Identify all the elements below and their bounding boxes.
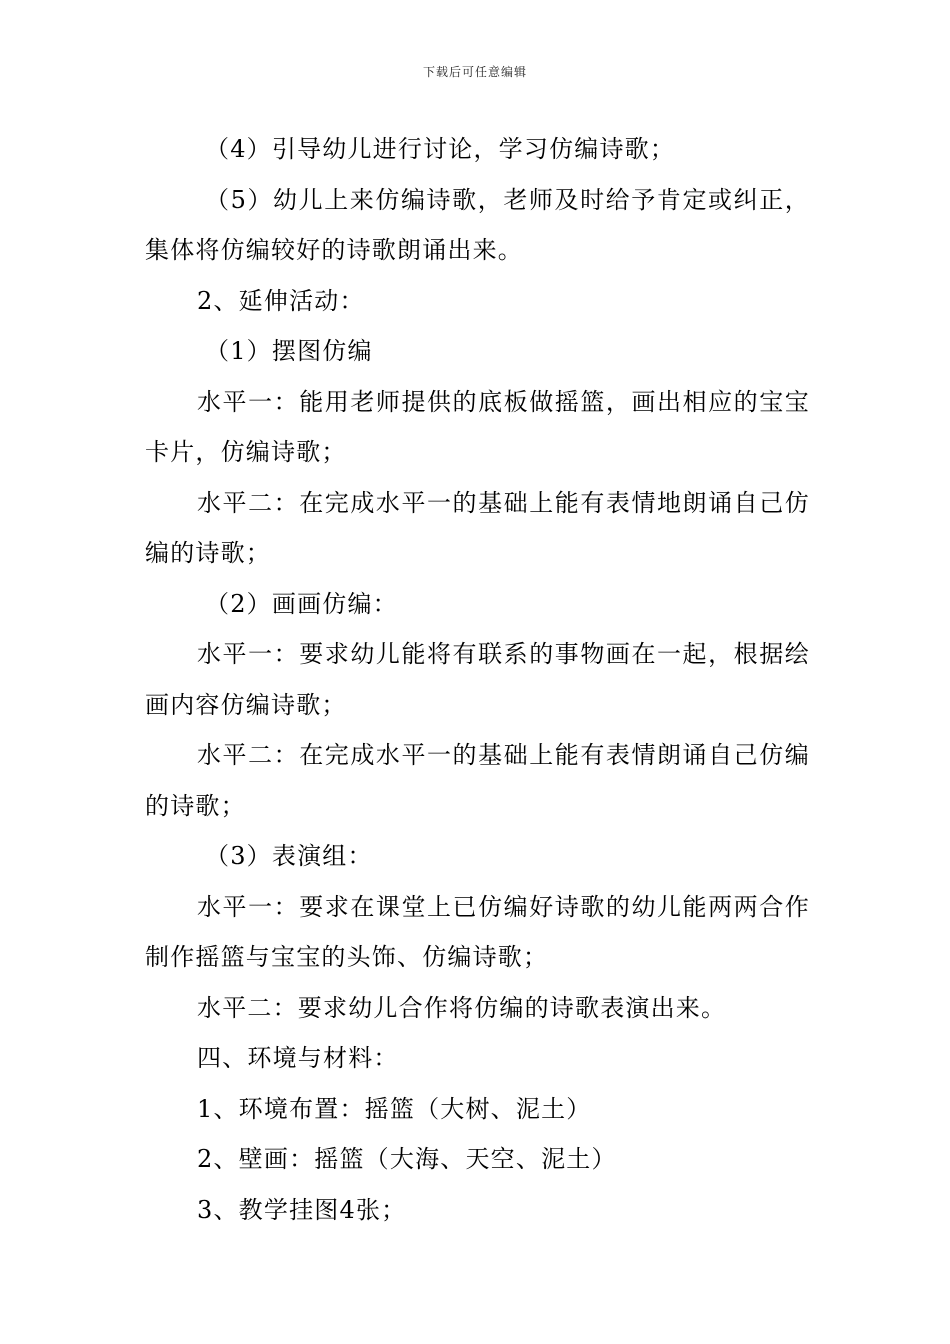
paragraph-step-5: （5）幼儿上来仿编诗歌，老师及时给予肯定或纠正，集体将仿编较好的诗歌朗诵出来。 bbox=[145, 185, 810, 264]
subheading-drawing-compose: （2）画画仿编： bbox=[205, 589, 398, 618]
document-body bbox=[145, 124, 810, 1235]
section-heading-extension: 2、延伸活动： bbox=[197, 286, 365, 315]
paragraph-level-1: 水平一：要求幼儿能将有联系的事物画在一起，根据绘画内容仿编诗歌； bbox=[145, 640, 810, 719]
paragraph-level-2: 水平二：在完成水平一的基础上能有表情朗诵自己仿编的诗歌； bbox=[145, 741, 810, 820]
subheading-picture-compose: （1）摆图仿编 bbox=[205, 337, 373, 365]
paragraph-step-4: （4）引导幼儿进行讨论，学习仿编诗歌； bbox=[205, 135, 676, 163]
paragraph-level-1: 水平一：能用老师提供的底板做摇篮，画出相应的宝宝卡片，仿编诗歌； bbox=[145, 387, 810, 466]
page-header: 下载后可任意编辑 bbox=[422, 65, 527, 79]
list-item-mural: 2、壁画：摇篮（大海、天空、泥土） bbox=[197, 1145, 617, 1173]
list-item-wall-charts: 3、教学挂图4张； bbox=[197, 1195, 407, 1224]
list-item-environment: 1、环境布置：摇篮（大树、泥土） bbox=[197, 1094, 592, 1123]
subheading-performance-group: （3）表演组： bbox=[205, 842, 373, 870]
paragraph-level-1: 水平一：要求在课堂上已仿编好诗歌的幼儿能两两合作制作摇篮与宝宝的头饰、仿编诗歌； bbox=[145, 892, 810, 971]
section-heading-environment: 四、环境与材料： bbox=[197, 1044, 399, 1072]
paragraph-level-2: 水平二：要求幼儿合作将仿编的诗歌表演出来。 bbox=[197, 993, 727, 1022]
paragraph-level-2: 水平二：在完成水平一的基础上能有表情地朗诵自己仿编的诗歌； bbox=[145, 488, 810, 567]
